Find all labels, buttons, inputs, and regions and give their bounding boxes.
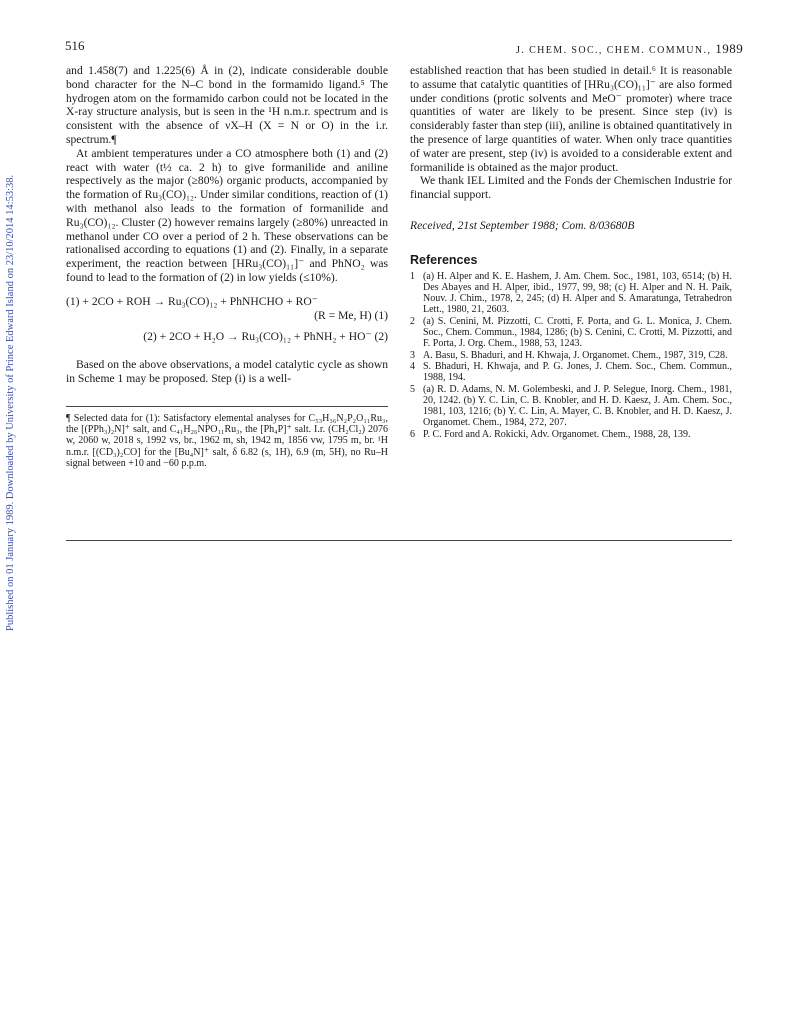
journal-year: 1989 xyxy=(715,41,744,56)
left-column xyxy=(66,64,388,469)
running-header xyxy=(516,41,743,57)
page-bottom-rule xyxy=(66,540,732,541)
body-paragraph: At ambient temperatures under a CO atmosphere both (1) and (2) react with water (t½ ca. 2 h) to give formanilide and aniline respectively as the major (≥80%) organic products, accompanied by the formation of Ru₃(CO)₁₂. Under similar conditions, reaction of (1) with methanol also leads to the formation of formanilide and Ru₃(CO)₁₂. Cluster (2) however remains largely (≥80%) unreacted in methanol under CO over a period of 2 h. These observations can be rationalised according to equations (1) and (2). Finally, in a separate experiment, the reaction between [HRu₃(CO)₁₁]⁻ and PhNO₂ was found to lead to the formation of (2) in low yields (≤10%). xyxy=(66,146,388,284)
reference-text: (a) R. D. Adams, N. M. Golembeski, and J. P. Selegue, Inorg. Chem., 1981, 20, 1242. (b) Y. C. Lin, C. B. Knobler, and H. D. Kaesz, J. Am. Chem. Soc., 1981, 103, 1216; (b) Y. C. Lin, A. Mayer, C. B. Knobler, and H. D. Kaesz, J. Organomet. Chem., 1984, 272, 207. xyxy=(423,383,732,429)
references-heading: References xyxy=(410,252,478,267)
download-notice[interactable]: Published on 01 January 1989. Downloaded by University of Prince Edward Island on 23/10/2014 14:53:38. xyxy=(5,174,16,631)
reference-text: (a) H. Alper and K. E. Hashem, J. Am. Chem. Soc., 1981, 103, 6514; (b) H. Des Abayes and H. Alper, ibid., 1977, 99, 98; (c) H. Alper and N. H. Paik, Nouv. J. Chim., 1978, 2, 245; (d) H. Alper and S. Amaratunga, Tetrahedron Lett., 1980, 21, 2603. xyxy=(423,270,732,316)
reference-item xyxy=(410,271,732,316)
reference-number: 5 xyxy=(410,383,415,395)
right-column xyxy=(410,64,732,440)
body-paragraph: Based on the above observations, a model catalytic cycle as shown in Scheme 1 may be proposed. Step (i) is a well- xyxy=(66,358,388,385)
equation-2: (2) + 2CO + H₂O → Ru₃(CO)₁₂ + PhNH₂ + HO⁻ (2) xyxy=(143,330,388,344)
reference-text: A. Basu, S. Bhaduri, and H. Khwaja, J. Organomet. Chem., 1987, 319, C28. xyxy=(423,349,728,361)
acknowledgement: We thank IEL Limited and the Fonds der Chemischen Industrie for financial support. xyxy=(410,174,732,202)
reference-number: 4 xyxy=(410,360,415,372)
download-sidebar xyxy=(0,0,26,1032)
reference-item xyxy=(410,316,732,350)
equation-1-line2: (R = Me, H) (1) xyxy=(314,308,388,322)
reference-text: (a) S. Cenini, M. Pizzotti, C. Crotti, F. Porta, and G. L. Monica, J. Chem. Soc., Chem. Commun., 1984, 1286; (b) S. Cenini, C. Crotti, M. Pizzotti, and F. Porta, J. Org. Chem., 1988, 53, 1243. xyxy=(423,315,732,350)
body-paragraph: established reaction that has been studied in detail.⁶ It is reasonable to assume that catalytic quantities of [HRu₃(CO)₁₁]⁻ are also formed under conditions (protic solvents and MeO⁻ promoter) where trace quantities of water are likely to be present. Since step (iv) is considerably faster than step (iii), aniline is obtained quantitatively in the presence of large quantities of water. When only trace quantities of water are present, step (iv) is avoided to a considerable extent and formanilide is obtained as the major product. xyxy=(410,64,732,174)
journal-name: J. CHEM. SOC., CHEM. COMMUN., xyxy=(516,45,712,56)
page-number: 516 xyxy=(65,38,85,53)
reference-item xyxy=(410,429,732,440)
body-paragraph: and 1.458(7) and 1.225(6) Å in (2), indicate considerable double bond character for the N–C bond in the formamido ligand.⁵ The hydrogen atom on the formamido carbon could not be located in the X-ray structure analysis, but is seen in the ¹H n.m.r. spectrum and is consistent with the absence of νX–H (X = N or O) in the i.r. spectrum.¶ xyxy=(66,64,388,146)
reference-item xyxy=(410,350,732,361)
reference-number: 6 xyxy=(410,428,415,440)
footnote: ¶ Selected data for (1): Satisfactory elemental analyses for C₅₃H₃₆N₂P₂O₁₁Ru₃, the [(PPh₃)₂N]⁺ salt, and C₄₁H₂₆NPO₁₁Ru₃, the [Ph₄P]⁺ salt. I.r. (CH₂Cl₂) 2076 w, 2060 w, 2018 s, 1992 vs, br., 1962 m, sh, 1942 m, 1856 vw, 1795 m, br. ¹H n.m.r. [(CD₃)₂CO] for the [Bu₄N]⁺ salt, δ 6.82 (s, 1H), 6.9 (m, 5H), no Ru–H signal between +10 and −60 p.p.m. xyxy=(66,412,388,469)
reference-number: 2 xyxy=(410,315,415,327)
reference-text: P. C. Ford and A. Rokicki, Adv. Organomet. Chem., 1988, 28, 139. xyxy=(423,428,691,440)
reference-text: S. Bhaduri, H. Khwaja, and P. G. Jones, J. Chem. Soc., Chem. Commun., 1988, 194. xyxy=(423,360,732,384)
reference-number: 3 xyxy=(410,349,415,361)
received-line: Received, 21st September 1988; Com. 8/03680B xyxy=(410,218,635,232)
equation-1-line1: (1) + 2CO + ROH → Ru₃(CO)₁₂ + PhNHCHO + RO⁻ xyxy=(66,294,318,308)
reference-item xyxy=(410,384,732,429)
footnote-divider xyxy=(66,406,388,407)
references-list xyxy=(410,271,732,440)
equation-1 xyxy=(66,295,388,323)
reference-item xyxy=(410,361,732,384)
reference-number: 1 xyxy=(410,270,415,282)
